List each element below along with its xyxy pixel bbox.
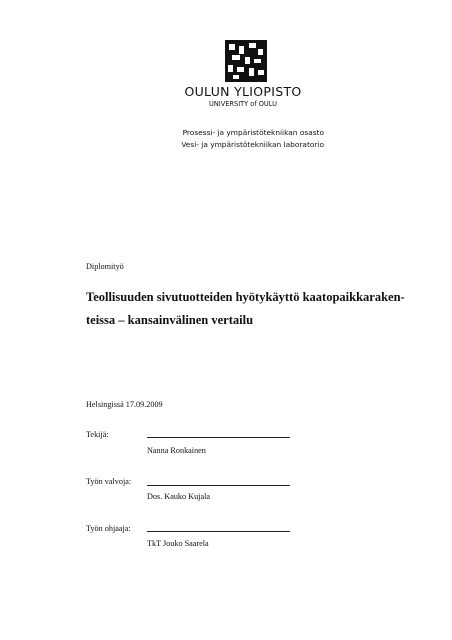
university-emblem-icon <box>225 40 267 82</box>
supervisor-name: Dos. Kauko Kujala <box>147 492 210 501</box>
department-line-2: Vesi- ja ympäristötekniikan laboratorio <box>181 140 324 149</box>
author-signature-line <box>147 437 290 438</box>
document-type: Diplomityö <box>86 262 124 271</box>
university-name-english: UNIVERSITY of OULU <box>209 100 277 108</box>
university-name: OULUN YLIOPISTO <box>184 84 302 99</box>
author-label: Tekijä: <box>86 430 109 439</box>
instructor-label: Työn ohjaaja: <box>86 524 131 533</box>
supervisor-signature-line <box>147 485 290 486</box>
thesis-title-line-2: teissa – kansainvälinen vertailu <box>86 313 254 327</box>
instructor-name: TkT Jouko Saarela <box>147 539 209 548</box>
thesis-title-line-1: Teollisuuden sivutuotteiden hyötykäyttö kaatopaikkaraken- <box>86 290 405 304</box>
author-name: Nanna Ronkainen <box>147 446 206 455</box>
instructor-signature-line <box>147 531 290 532</box>
department-line-1: Prosessi- ja ympäristötekniikan osasto <box>182 128 324 137</box>
supervisor-label: Työn valvoja: <box>86 477 132 486</box>
place-and-date: Helsingissä 17.09.2009 <box>86 400 163 409</box>
